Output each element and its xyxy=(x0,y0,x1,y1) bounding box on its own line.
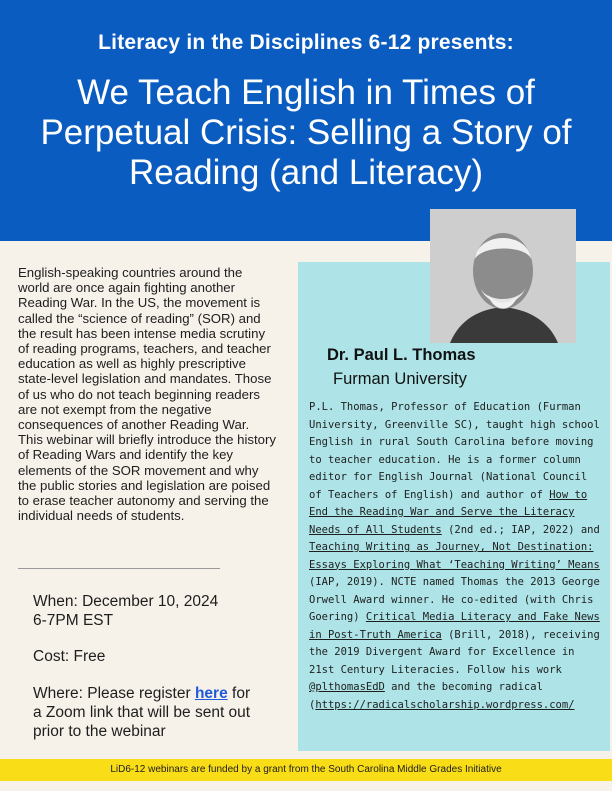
book-link-2[interactable]: Teaching Writing as Journey, Not Destination: Essays Exploring What ‘Teaching Writing’ Means xyxy=(309,541,600,571)
speaker-photo-image xyxy=(430,209,576,343)
webinar-title: We Teach English in Times of Perpetual Crisis: Selling a Story of Reading (and Literacy) xyxy=(40,73,572,192)
event-date: When: December 10, 2024 xyxy=(33,593,219,610)
webinar-description: English-speaking countries around the world are once again fighting another Reading War. In the US, the movement is called the “science of reading” (SOR) and the result has been intense media scrutiny of reading programs, teachers, and teacher education as well as highly prescriptive state-level legislation and mandates. Those of us who do not teach beginning readers are not exempt from the negative consequences of another Reading War. This webinar will briefly introduce the history of Reading Wars and identify the key elements of the SOR movement and why the public stories and legislation are poised to erase teacher autonomy and serving the individual needs of students. xyxy=(18,265,276,524)
bio-text-3: (IAP, 2019). NCTE named Thomas the 2013 George Orwell Award winner. He co-edited (with Chris Goering) xyxy=(309,576,600,623)
bio-text-1: P.L. Thomas, Professor of Education (Furman University, Greenville SC), taught high school English in rural South Carolina before moving to teacher education. He is a former column editor for English Journal (National Council of Teachers of English) and author of xyxy=(309,401,600,501)
twitter-handle-link[interactable]: @plthomasEdD xyxy=(309,681,385,693)
funding-footer: LiD6-12 webinars are funded by a grant from the South Carolina Middle Grades Initiative xyxy=(0,759,612,781)
register-link[interactable]: here xyxy=(194,685,228,702)
speaker-affiliation: Furman University xyxy=(333,370,467,388)
blog-url-link[interactable]: https://radicalscholarship.wordpress.com/ xyxy=(315,698,575,711)
event-where xyxy=(33,684,263,741)
event-date-time xyxy=(33,592,263,630)
event-time: 6-7PM EST xyxy=(33,612,114,629)
book-link-1[interactable]: How to End the Reading War and Serve the Literacy Needs of All Students xyxy=(309,488,588,536)
speaker-name: Dr. Paul L. Thomas xyxy=(327,346,476,364)
speaker-bio xyxy=(309,399,604,714)
book-link-3[interactable]: Critical Media Literacy and Fake News in Post-Truth America xyxy=(309,611,600,641)
divider xyxy=(18,568,220,569)
presents-line: Literacy in the Disciplines 6-12 presents: xyxy=(98,31,514,54)
where-suffix: for a Zoom link that will be sent out prior to the webinar xyxy=(33,685,251,740)
bio-text-2: (2nd ed.; IAP, 2022) and xyxy=(441,523,600,536)
bio-text-4: (Brill, 2018), receiving the 2019 Divergent Award for Excellence in 21st Century Literacies. Follow his work xyxy=(309,628,600,676)
header-banner xyxy=(0,0,612,241)
where-prefix: Where: Please register xyxy=(33,685,195,702)
event-cost: Cost: Free xyxy=(33,648,106,665)
speaker-photo xyxy=(430,209,576,343)
bio-text-5: and the becoming radical ( xyxy=(309,681,543,711)
